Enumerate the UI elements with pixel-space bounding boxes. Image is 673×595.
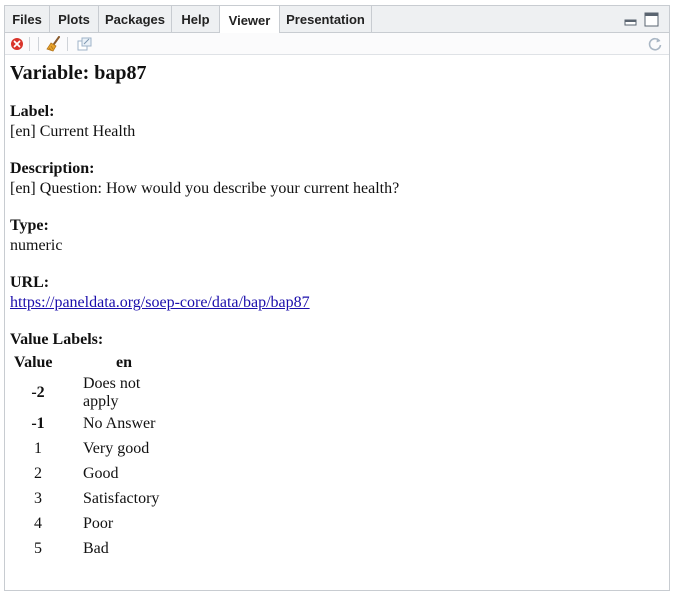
maximize-icon[interactable]: [644, 12, 659, 27]
minimize-icon[interactable]: [624, 13, 637, 26]
url-section: [10, 274, 663, 313]
label-value: [en] Current Health: [10, 123, 136, 140]
column-header-value: Value: [14, 354, 53, 371]
table-row: [11, 436, 179, 461]
tab-packages[interactable]: Packages: [99, 6, 172, 33]
page-title: Variable: bap87: [10, 62, 147, 84]
label-cell: Satisfactory: [83, 489, 160, 507]
table-row: [11, 411, 179, 436]
table-row: [11, 536, 179, 561]
value-cell: 2: [34, 464, 42, 482]
description-value: [en] Question: How would you describe your current health?: [10, 180, 400, 197]
table-row: [11, 511, 179, 536]
variable-document: [10, 55, 663, 561]
table-row: [11, 486, 179, 511]
value-labels-section: [10, 331, 663, 561]
url-title: URL:: [10, 274, 50, 291]
tab-plots[interactable]: Plots: [50, 6, 99, 33]
toolbar-separator: [67, 37, 68, 51]
type-value: numeric: [10, 237, 63, 254]
value-cell: -1: [31, 414, 45, 432]
label-cell: Very good: [83, 439, 150, 457]
tab-presentation[interactable]: Presentation: [280, 6, 372, 33]
label-section: [10, 103, 663, 142]
column-header-en: en: [116, 354, 132, 371]
value-cell: 4: [34, 514, 42, 532]
tab-files[interactable]: Files: [5, 6, 50, 33]
label-cell: No Answer: [83, 414, 156, 432]
description-title: Description:: [10, 160, 95, 177]
tab-bar: [5, 6, 669, 33]
toolbar: [5, 33, 669, 55]
value-labels-title: Value Labels:: [10, 331, 104, 348]
value-cell: -2: [31, 384, 45, 401]
value-labels-table: [11, 351, 179, 561]
toolbar-separator: [29, 37, 30, 51]
label-cell: Does not apply: [83, 375, 141, 410]
type-title: Type:: [10, 217, 49, 234]
label-title: Label:: [10, 103, 55, 120]
popout-icon[interactable]: [76, 36, 92, 52]
label-cell: Good: [83, 464, 119, 482]
label-cell: Bad: [83, 539, 109, 557]
label-cell: Poor: [83, 514, 114, 532]
table-row: [11, 461, 179, 486]
value-cell: 3: [34, 489, 42, 507]
variable-url-link[interactable]: https://paneldata.org/soep-core/data/bap/bap87: [10, 294, 310, 311]
refresh-icon[interactable]: [647, 36, 663, 52]
description-section: [10, 160, 663, 199]
broom-icon[interactable]: [46, 36, 62, 52]
stop-icon[interactable]: [10, 37, 24, 51]
value-cell: 5: [34, 539, 42, 557]
table-row: [11, 375, 179, 411]
type-section: [10, 217, 663, 256]
toolbar-separator: [38, 37, 39, 51]
value-cell: 1: [34, 439, 42, 457]
tab-help[interactable]: Help: [172, 6, 220, 33]
tab-viewer[interactable]: Viewer: [219, 6, 280, 34]
